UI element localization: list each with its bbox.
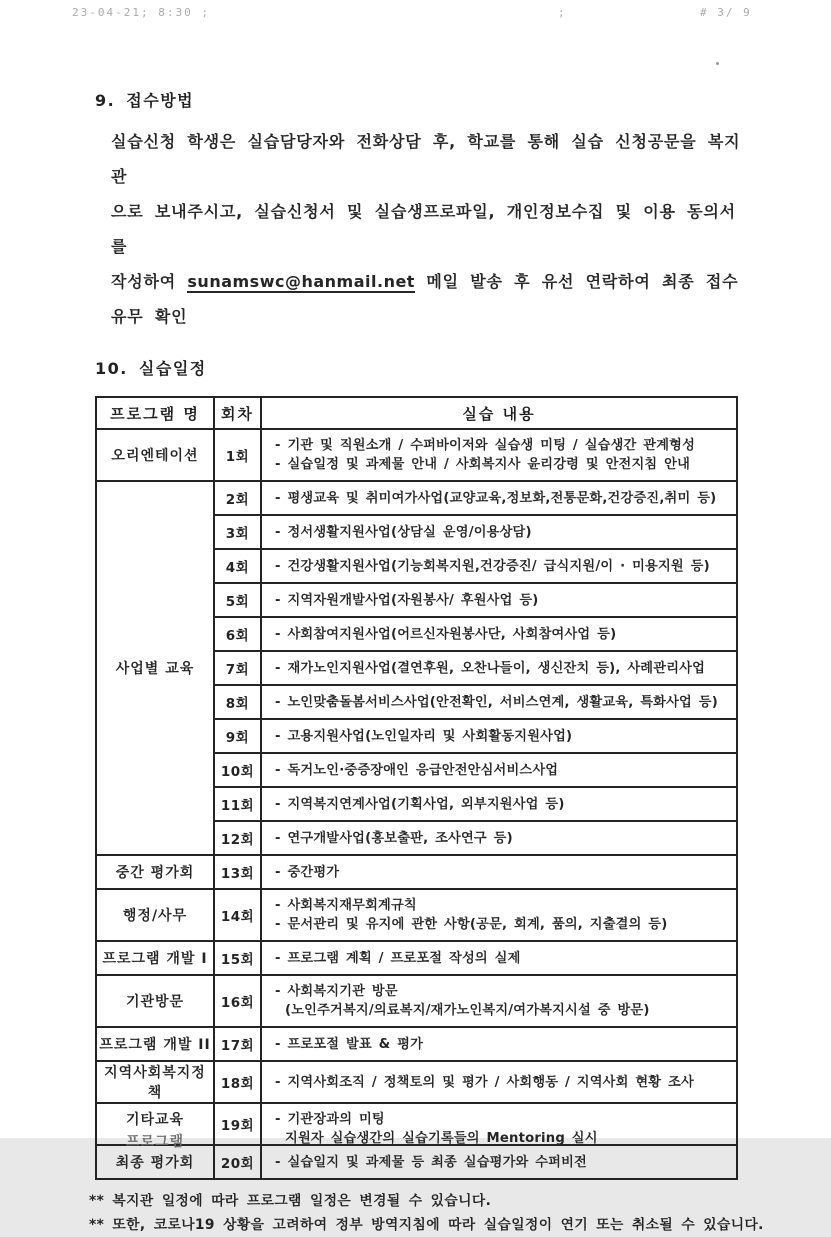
- content-line: - 기관장과의 미팅: [275, 1112, 385, 1127]
- session-content-cell: [261, 1061, 737, 1103]
- table-row: [96, 975, 737, 1027]
- content-line: - 중간평가: [275, 864, 340, 880]
- session-number-cell: 17회: [214, 1027, 261, 1061]
- session-content-cell: [261, 1145, 737, 1179]
- program-name-label: 사업별 교육: [115, 661, 195, 677]
- session-content-cell: [261, 515, 737, 549]
- content-line: - 기관 및 직원소개 / 수퍼바이저와 실습생 미팅 / 실습생간 관계형성: [275, 438, 696, 453]
- program-name-cell: [96, 1061, 214, 1103]
- session-content-cell: [261, 941, 737, 975]
- content-line: - 프로그램 계획 / 프로포절 작성의 실제: [275, 950, 521, 966]
- header-content: 실습 내용: [261, 397, 737, 429]
- program-name-cell: [96, 855, 214, 889]
- table-row: [96, 1103, 737, 1145]
- header-session-no: 회차: [214, 397, 261, 429]
- receipt-line-3: [111, 264, 751, 334]
- fax-transmission-header: [0, 6, 831, 24]
- table-row: [96, 429, 737, 481]
- document-content: [89, 88, 764, 1237]
- program-name-label: 프로그램 개발 II: [99, 1037, 211, 1053]
- content-line: - 고용지원사업(노인일자리 및 사회활동지원사업): [275, 728, 573, 744]
- header-program-name: 프로그램 명: [96, 397, 214, 429]
- receipt-line-1: 실습신청 학생은 실습담당자와 전화상담 후, 학교를 통해 실습 신청공문을 복지관: [111, 132, 741, 186]
- receipt-paragraph: [111, 124, 751, 334]
- program-name-label: 기타교육: [125, 1112, 185, 1128]
- program-name-label: 지역사회복지정책: [104, 1065, 206, 1101]
- footnote-2: ** 또한, 코로나19 상황을 고려하여 정부 방역지침에 따라 실습일정이 연기 또는 취소될 수 있습니다.: [89, 1217, 764, 1233]
- session-number-cell: 2회: [214, 481, 261, 515]
- program-name-label: 중간 평가회: [115, 865, 195, 881]
- session-content-cell: [261, 549, 737, 583]
- session-content-cell: [261, 719, 737, 753]
- program-name-cell: [96, 1103, 214, 1150]
- fax-datetime: 23-04-21; 8:30 ;: [72, 6, 210, 19]
- program-name-cell: [96, 1027, 214, 1061]
- content-line: - 평생교육 및 취미여가사업(교양교육,정보화,전통문화,건강증진,취미 등): [275, 490, 717, 506]
- table-row: [96, 1027, 737, 1061]
- content-line: - 독거노인·중증장애인 응급안전안심서비스사업: [275, 762, 559, 778]
- session-content-cell: [261, 685, 737, 719]
- program-name-cell: [96, 429, 214, 481]
- session-number-cell: 11회: [214, 787, 261, 821]
- content-line: - 사회복지기관 방문: [275, 984, 398, 999]
- content-line: - 노인맞춤돌봄서비스사업(안전확인, 서비스연계, 생활교육, 특화사업 등): [275, 694, 718, 710]
- session-content-cell: [261, 975, 737, 1027]
- content-line: - 지역자원개발사업(자원봉사/ 후원사업 등): [275, 592, 539, 608]
- session-content-cell: [261, 583, 737, 617]
- table-row: [96, 941, 737, 975]
- session-number-cell: 20회: [214, 1145, 261, 1179]
- session-content-cell: [261, 787, 737, 821]
- contact-email: sunamswc@hanmail.net: [187, 272, 415, 291]
- session-number-cell: 4회: [214, 549, 261, 583]
- program-name-label: 오리엔테이션: [111, 448, 199, 464]
- table-row: [96, 855, 737, 889]
- table-row: [96, 1145, 737, 1179]
- program-name-label: 기관방문: [125, 994, 185, 1010]
- content-line: - 재가노인지원사업(결연후원, 오찬나들이, 생신잔치 등), 사례관리사업: [275, 660, 706, 676]
- session-number-cell: 8회: [214, 685, 261, 719]
- program-name-cell: [96, 975, 214, 1027]
- session-number-cell: 15회: [214, 941, 261, 975]
- program-name-cell: [96, 1145, 214, 1179]
- session-content-cell: [261, 855, 737, 889]
- receipt-line-2: 으로 보내주시고, 실습신청서 및 실습생프로파일, 개인정보수집 및 이용 동의서를: [111, 202, 736, 256]
- content-line: - 실습일지 및 과제물 등 최종 실습평가와 수퍼비전: [275, 1154, 587, 1170]
- session-number-cell: 16회: [214, 975, 261, 1027]
- session-content-cell: [261, 617, 737, 651]
- session-number-cell: 18회: [214, 1061, 261, 1103]
- session-content-cell: [261, 1027, 737, 1061]
- session-number-cell: 6회: [214, 617, 261, 651]
- table-row: [96, 481, 737, 515]
- content-line: - 건강생활지원사업(기능회복지원,건강증진/ 급식지원/이 · 미용지원 등): [275, 558, 710, 574]
- session-number-cell: 14회: [214, 889, 261, 941]
- program-name-label: 최종 평가회: [115, 1155, 195, 1171]
- content-line: - 사회복지재무회계규칙: [275, 898, 417, 913]
- session-number-cell: 13회: [214, 855, 261, 889]
- table-row: [96, 1061, 737, 1103]
- program-name-cell: [96, 889, 214, 941]
- session-content-cell: [261, 821, 737, 855]
- session-content-cell: [261, 481, 737, 515]
- practicum-schedule-table: [95, 396, 738, 1180]
- content-line: - 지역복지연계사업(기획사업, 외부지원사업 등): [275, 796, 565, 812]
- session-number-cell: 7회: [214, 651, 261, 685]
- content-line: - 문서관리 및 유지에 관한 사항(공문, 회계, 품의, 지출결의 등): [275, 917, 668, 932]
- content-line: - 정서생활지원사업(상담실 운영/이용상담): [275, 524, 532, 540]
- scan-artifact-dot: [716, 62, 719, 65]
- fax-separator: ;: [558, 6, 567, 19]
- session-number-cell: 10회: [214, 753, 261, 787]
- table-header-row: [96, 397, 737, 429]
- fax-page-number: # 3/ 9: [700, 6, 752, 19]
- session-number-cell: 12회: [214, 821, 261, 855]
- session-content-cell: [261, 753, 737, 787]
- receipt-line-3-prefix: 작성하여: [111, 272, 188, 291]
- program-name-label: 프로그램 개발 I: [102, 951, 208, 967]
- schedule-table-body: [96, 429, 737, 1179]
- section-heading-schedule: 10. 실습일정: [95, 359, 207, 378]
- footnote-1: ** 복지관 일정에 따라 프로그램 일정은 변경될 수 있습니다.: [89, 1193, 492, 1209]
- session-number-cell: 1회: [214, 429, 261, 481]
- program-name-cell: [96, 481, 214, 855]
- section-heading-receipt: 9. 접수방법: [95, 91, 195, 110]
- session-number-cell: 9회: [214, 719, 261, 753]
- program-name-label: 행정/사무: [122, 908, 188, 924]
- session-number-cell: 3회: [214, 515, 261, 549]
- content-line: - 사회참여지원사업(어르신자원봉사단, 사회참여사업 등): [275, 626, 617, 642]
- content-line: - 지역사회조직 / 정책토의 및 평가 / 사회행동 / 지역사회 현황 조사: [275, 1074, 694, 1090]
- content-line: - 프로포절 발표 & 평가: [275, 1036, 424, 1052]
- receipt-line-3-suffix: 메일 발송 후 유선 연락하여 최종 접수유무 확인: [111, 272, 739, 326]
- table-row: [96, 889, 737, 941]
- content-line: - 연구개발사업(홍보출판, 조사연구 등): [275, 830, 513, 846]
- footnotes: [89, 1189, 764, 1237]
- program-name-cell: [96, 941, 214, 975]
- session-content-cell: [261, 651, 737, 685]
- content-line: - 실습일정 및 과제물 안내 / 사회복지사 윤리강령 및 안전지침 안내: [275, 457, 691, 472]
- session-content-cell: [261, 1103, 737, 1145]
- session-number-cell: 19회: [214, 1103, 261, 1145]
- content-line: (노인주거복지/의료복지/재가노인복지/여가복지시설 중 방문): [285, 1003, 650, 1018]
- session-content-cell: [261, 429, 737, 481]
- content-line: 지원자 실습생간의 실습기록들의 Mentoring 실시: [285, 1131, 598, 1146]
- program-name-label-2: 프로그램: [125, 1134, 185, 1150]
- session-number-cell: 5회: [214, 583, 261, 617]
- session-content-cell: [261, 889, 737, 941]
